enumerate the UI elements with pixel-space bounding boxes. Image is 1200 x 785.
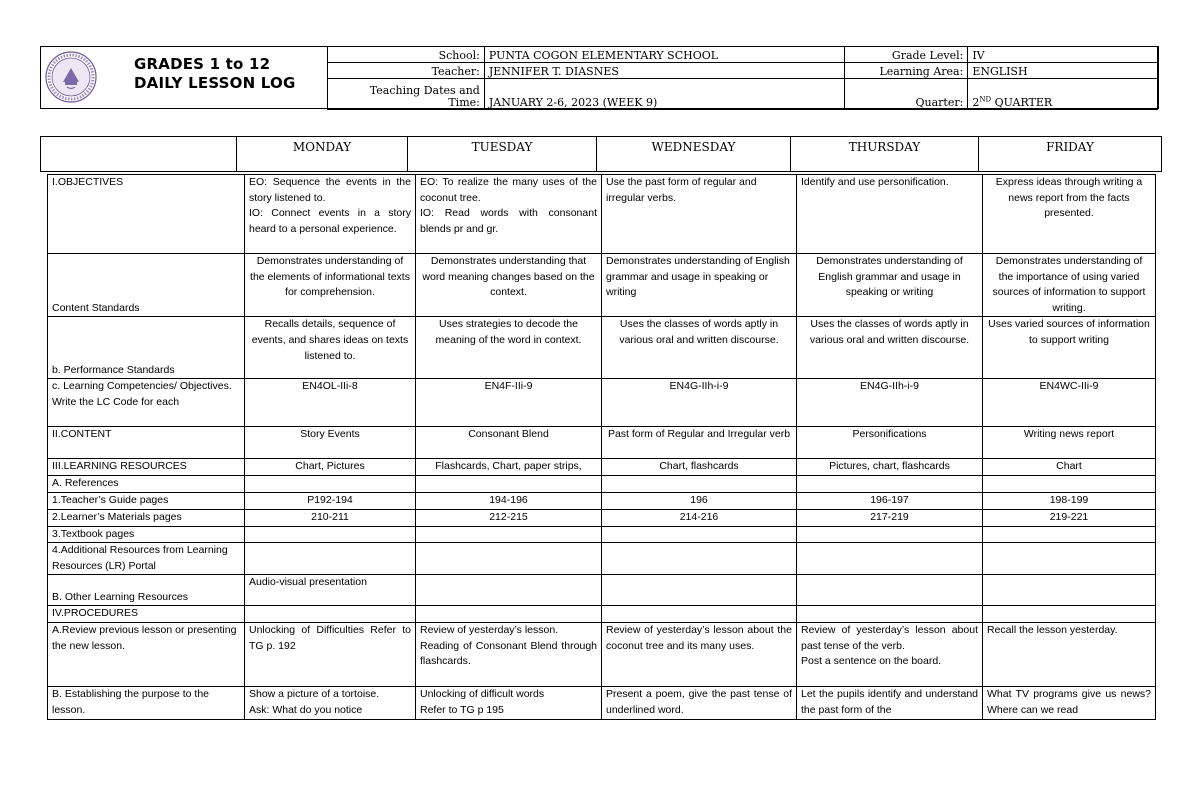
row-label: b. Performance Standards — [48, 317, 245, 379]
cell-tuesday: Unlocking of difficult words Refer to TG p 195 — [416, 686, 602, 719]
row-label: A. References — [48, 475, 245, 492]
day-header-wednesday: WEDNESDAY — [597, 137, 791, 172]
row-label: 3.Textbook pages — [48, 526, 245, 543]
cell-wednesday: Chart, flashcards — [602, 459, 797, 476]
cell-wednesday — [602, 575, 797, 606]
cell-wednesday — [602, 526, 797, 543]
cell-tuesday — [416, 575, 602, 606]
cell-monday: Story Events — [245, 427, 416, 459]
cell-tuesday: Flashcards, Chart, paper strips, — [416, 459, 602, 476]
log-row — [48, 317, 1156, 379]
cell-thursday: EN4G-IIh-i-9 — [797, 379, 983, 427]
cell-friday: EN4WC-IIi-9 — [983, 379, 1156, 427]
log-row — [48, 686, 1156, 719]
row-label: IV.PROCEDURES — [48, 606, 245, 623]
cell-tuesday: 212-215 — [416, 509, 602, 526]
cell-tuesday: Review of yesterday’s lesson. Reading of Consonant Blend through flashcards. — [416, 622, 602, 686]
cell-wednesday: Review of yesterday’s lesson about the coconut tree and its many uses. — [602, 622, 797, 686]
cell-tuesday — [416, 526, 602, 543]
cell-friday: Writing news report — [983, 427, 1156, 459]
cell-thursday: Identify and use personification. — [797, 175, 983, 254]
cell-monday — [245, 526, 416, 543]
cell-wednesday: Present a poem, give the past tense of underlined word. — [602, 686, 797, 719]
cell-tuesday: Consonant Blend — [416, 427, 602, 459]
cell-friday: Express ideas through writing a news report from the facts presented. — [983, 175, 1156, 254]
cell-friday — [983, 475, 1156, 492]
cell-monday — [245, 475, 416, 492]
quarter-suffix: ND — [979, 95, 992, 104]
cell-monday: Show a picture of a tortoise. Ask: What do you notice — [245, 686, 416, 719]
cell-tuesday — [416, 606, 602, 623]
row-label: I.OBJECTIVES — [48, 175, 245, 254]
cell-monday: EN4OL-IIi-8 — [245, 379, 416, 427]
log-row — [48, 379, 1156, 427]
cell-wednesday: Use the past form of regular and irregular verbs. — [602, 175, 797, 254]
log-title-line1: GRADES 1 to 12 — [134, 55, 271, 73]
day-header-tuesday: TUESDAY — [408, 137, 597, 172]
cell-thursday: 217-219 — [797, 509, 983, 526]
cell-thursday: Pictures, chart, flashcards — [797, 459, 983, 476]
lesson-log-header — [40, 46, 1159, 109]
cell-thursday — [797, 543, 983, 575]
cell-thursday — [797, 575, 983, 606]
cell-tuesday: Uses strategies to decode the meaning of the word in context. — [416, 317, 602, 379]
cell-monday: Demonstrates understanding of the elements of informational texts for comprehension. — [245, 254, 416, 317]
teaching-dates-value: JANUARY 2-6, 2023 (WEEK 9) — [484, 79, 845, 110]
log-row — [48, 575, 1156, 606]
day-header-friday: FRIDAY — [979, 137, 1162, 172]
cell-wednesday — [602, 543, 797, 575]
cell-friday: Uses varied sources of information to support writing — [983, 317, 1156, 379]
cell-friday: What TV programs give us news? Where can we read — [983, 686, 1156, 719]
teacher-name: JENNIFER T. DIASNES — [484, 63, 845, 79]
cell-friday: 219-221 — [983, 509, 1156, 526]
grade-level-value: IV — [968, 47, 1158, 63]
log-row — [48, 475, 1156, 492]
row-label: A.Review previous lesson or presenting the new lesson. — [48, 622, 245, 686]
cell-friday — [983, 575, 1156, 606]
cell-monday — [245, 606, 416, 623]
log-row — [48, 175, 1156, 254]
log-row — [48, 492, 1156, 509]
cell-wednesday: Uses the classes of words aptly in various oral and written discourse. — [602, 317, 797, 379]
cell-wednesday — [602, 475, 797, 492]
cell-thursday: Uses the classes of words aptly in various oral and written discourse. — [797, 317, 983, 379]
cell-friday: Chart — [983, 459, 1156, 476]
cell-friday: 198-199 — [983, 492, 1156, 509]
cell-monday: Recalls details, sequence of events, and shares ideas on texts listened to. — [245, 317, 416, 379]
cell-thursday — [797, 475, 983, 492]
weekday-header-row — [40, 136, 1162, 172]
cell-monday: Unlocking of Difficulties Refer to TG p. 192 — [245, 622, 416, 686]
cell-wednesday — [602, 606, 797, 623]
teacher-label: Teacher: — [328, 63, 485, 79]
cell-friday — [983, 526, 1156, 543]
cell-thursday — [797, 606, 983, 623]
quarter-word: QUARTER — [991, 96, 1053, 109]
quarter-value — [968, 79, 1158, 110]
cell-friday: Recall the lesson yesterday. — [983, 622, 1156, 686]
cell-friday: Demonstrates understanding of the importance of using varied sources of information to support writing. — [983, 254, 1156, 317]
row-label: c. Learning Competencies/ Objectives. Write the LC Code for each — [48, 379, 245, 427]
log-row — [48, 459, 1156, 476]
row-label: III.LEARNING RESOURCES — [48, 459, 245, 476]
cell-thursday: 196-197 — [797, 492, 983, 509]
teaching-dates-label-line2: Time: — [448, 96, 480, 109]
school-name: PUNTA COGON ELEMENTARY SCHOOL — [484, 47, 845, 63]
cell-wednesday: Demonstrates understanding of English grammar and usage in speaking or writing — [602, 254, 797, 317]
quarter-label: Quarter: — [845, 79, 968, 110]
log-row — [48, 254, 1156, 317]
school-label: School: — [328, 47, 485, 63]
row-label: II.CONTENT — [48, 427, 245, 459]
cell-tuesday: 194-196 — [416, 492, 602, 509]
cell-thursday: Let the pupils identify and understand the past form of the — [797, 686, 983, 719]
row-label: 4.Additional Resources from Learning Resources (LR) Portal — [48, 543, 245, 575]
log-row — [48, 509, 1156, 526]
cell-thursday — [797, 526, 983, 543]
row-label: 1.Teacher’s Guide pages — [48, 492, 245, 509]
cell-thursday: Demonstrates understanding of English grammar and usage in speaking or writing — [797, 254, 983, 317]
log-row — [48, 543, 1156, 575]
quarter-number: 2 — [972, 96, 980, 109]
cell-tuesday — [416, 543, 602, 575]
cell-monday: Chart, Pictures — [245, 459, 416, 476]
log-row — [48, 526, 1156, 543]
grade-level-label: Grade Level: — [845, 47, 968, 63]
day-header-blank — [41, 137, 237, 172]
teaching-dates-label — [328, 79, 485, 110]
deped-seal-icon — [45, 51, 97, 103]
cell-friday — [983, 543, 1156, 575]
row-label: B. Establishing the purpose to the lesson. — [48, 686, 245, 719]
cell-thursday: Personifications — [797, 427, 983, 459]
cell-tuesday: EN4F-IIi-9 — [416, 379, 602, 427]
cell-wednesday: 214-216 — [602, 509, 797, 526]
cell-wednesday: EN4G-IIh-i-9 — [602, 379, 797, 427]
log-row — [48, 606, 1156, 623]
cell-wednesday: Past form of Regular and Irregular verb — [602, 427, 797, 459]
cell-tuesday — [416, 475, 602, 492]
cell-tuesday: EO: To realize the many uses of the coconut tree. IO: Read words with consonant blends pr and gr. — [416, 175, 602, 254]
daily-lesson-log-table — [47, 174, 1156, 720]
school-info-table — [327, 46, 1158, 110]
cell-friday — [983, 606, 1156, 623]
row-label: 2.Learner’s Materials pages — [48, 509, 245, 526]
cell-monday: EO: Sequence the events in the story listened to. IO: Connect events in a story heard to a personal experience. — [245, 175, 416, 254]
cell-tuesday: Demonstrates understanding that word meaning changes based on the context. — [416, 254, 602, 317]
cell-thursday: Review of yesterday’s lesson about past tense of the verb. Post a sentence on the board. — [797, 622, 983, 686]
row-label: B. Other Learning Resources — [48, 575, 245, 606]
cell-wednesday: 196 — [602, 492, 797, 509]
row-label: Content Standards — [48, 254, 245, 317]
log-title-line2: DAILY LESSON LOG — [134, 74, 296, 92]
cell-monday: Audio-visual presentation — [245, 575, 416, 606]
day-header-thursday: THURSDAY — [791, 137, 979, 172]
learning-area-label: Learning Area: — [845, 63, 968, 79]
cell-monday: 210-211 — [245, 509, 416, 526]
log-row — [48, 622, 1156, 686]
learning-area-value: ENGLISH — [968, 63, 1158, 79]
cell-monday: P192-194 — [245, 492, 416, 509]
cell-monday — [245, 543, 416, 575]
log-row — [48, 427, 1156, 459]
day-header-monday: MONDAY — [237, 137, 408, 172]
teaching-dates-label-line1: Teaching Dates and — [369, 84, 480, 97]
